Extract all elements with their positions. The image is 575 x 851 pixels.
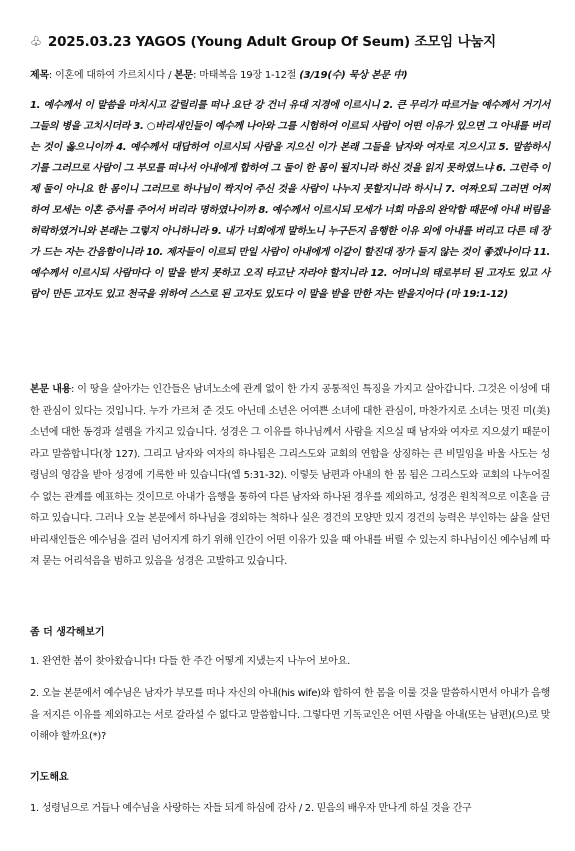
passage-commentary [30,379,550,573]
title-label: 제목 [30,70,49,81]
prayer-heading: 기도해요 [30,772,69,783]
prayer-requests: 1. 성령님으로 거듭나 예수님을 사랑하는 자들 되게 하심에 감사 / 2. 믿음의 배우자 만나게 하실 것을 간구 [30,803,472,814]
page-title-text: 2025.03.23 YAGOS (Young Adult Group Of Seum) 조모임 나눔지 [47,34,497,50]
reflection-question-1: 1. 완연한 봄이 찾아왔습니다! 다들 한 주간 어떻게 지냈는지 나누어 보아요. [30,656,351,667]
page-title [30,30,550,50]
scripture-passage: 1. 예수께서 이 말씀을 마치시고 갈릴리를 떠나 요단 강 건너 유대 지경에 이르시니 2. 큰 무리가 따르거늘 예수께서 거기서 그들의 병을 고치시더라 3. ○바리새인들이 예수께 나아와 그를 시험하여 이르되 사람이 어떤 이유가 있으면 그 아내를 버리는 것이 옳으니이까 4. 예수께서 대답하여 이르시되 사람을 지으신 이가 본래 그들을 남자와 여자로 지으시고 5. 말씀하시기를 그러므로 사람이 그 부모를 떠나서 아내에게 합하여 그 둘이 한 몸이 될지니라 하신 것을 읽지 못하였느냐 6. 그런즉 이제 둘이 아니요 한 몸이니 그러므로 하나님이 짝지어 주신 것을 사람이 나누지 못할지니라 하시니 7. 여짜오되 그러면 어찌하여 모세는 이혼 증서를 주어서 버리라 명하였나이까 8. 예수께서 이르시되 모세가 너희 마음의 완악함 때문에 아내 버림을 허락하였거니와 본래는 그렇지 아니하니라 9. 내가 너희에게 말하노니 누구든지 음행한 이유 외에 아내를 버리고 다른 데 장가 드는 자는 간음함이니라 10. 제자들이 이르되 만일 사람이 아내에게 이같이 할진대 장가 들지 않는 것이 좋겠나이다 11. 예수께서 이르시되 사람마다 이 말을 받지 못하고 오직 타고난 자라야 할지니라 12. 어머니의 태로부터 된 고자도 있고 사람이 만든 고자도 있고 천국을 위하여 스스로 된 고자도 있도다 이 말을 받을 만한 자는 받을지어다 (마 19:1-12) [30,100,550,300]
passage-label: 본문 [174,70,194,81]
commentary-text: : 이 땅을 살아가는 인간들은 남녀노소에 관계 없이 한 가지 공통적인 특징을 가지고 살아갑니다. 그것은 이성에 대한 관심이 있다는 것입니다. 누가 가르쳐 준 것도 아닌데 소년은 어여쁜 소녀에 대한 관심이, 마찬가지로 소녀는 멋진 미(美)소년에 대한 동경과 설렘을 가지고 있습니다. 성경은 그 이유를 하나님께서 사람을 지으실 때 남자와 여자로 지으셨기 때문이라고 말씀합니다(창 127). 그리고 남자와 여자의 하나됨은 그리스도와 교회의 연합을 상징하는 큰 비밀임을 바울 사도는 성령님의 영감을 받아 성경에 기록한 바 있습니다(엡 5:31-32). 이렇듯 남편과 아내의 한 몸 됨은 그리스도와 교회의 나누어질 수 없는 관계를 예표하는 것이므로 아내가 음행을 통하여 다른 남자와 하나된 경우를 제외하고, 성경은 원칙적으로 이혼을 금하고 있습니다. 그러나 오늘 본문에서 하나님을 경외하는 척하나 실은 경건의 모양만 있지 경건의 능력은 부인하는 삶을 살던 바리새인들은 예수님을 걸러 넘어지게 하기 위해 인간이 어떤 이유가 있을 때 아내를 버릴 수 있는지 하나님이신 예수님께 따져 묻는 어리석음을 범하고 있음을 성경은 고발하고 있습니다. [30,384,550,567]
meditation-date: (3/19(수) 묵상 본문 中) [299,70,408,81]
passage-reference: : 마태복음 19장 1-12절 [193,70,300,81]
commentary-label: 본문 내용 [30,384,71,395]
sermon-meta [30,66,550,81]
clover-icon: ♧ [30,34,42,50]
reflection-heading: 좀 더 생각해보기 [30,627,105,638]
reflection-question-2: 2. 오늘 본문에서 예수님은 남자가 부모를 떠나 자신의 아내(his wife)와 합하여 한 몸을 이룰 것을 말씀하시면서 아내가 음행을 저지른 이유를 제외하고는 서로 갈라설 수 없다고 말씀합니다. 그렇다면 기독교인은 어떤 사람을 아내(또는 남편)(으)로 맞이해야 할까요(*)? [30,688,550,742]
sermon-title: : 이혼에 대하여 가르치시다 / [48,70,175,81]
